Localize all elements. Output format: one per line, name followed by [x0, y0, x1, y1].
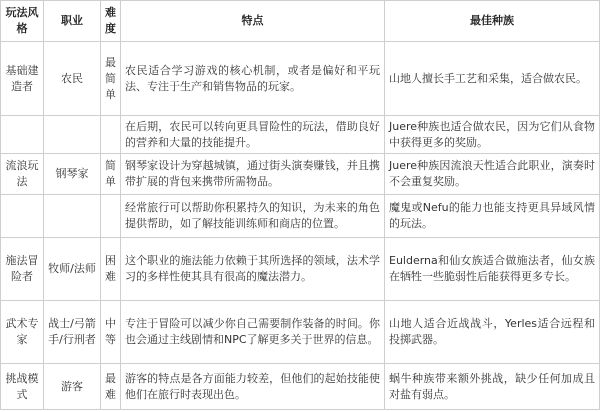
- table-row: [1, 42, 600, 116]
- style-cell: [1, 195, 44, 238]
- header-row: [1, 1, 600, 42]
- style-cell: 基础建造者: [1, 42, 44, 116]
- best-race-cell: 山地人擅长手工艺和采集，适合做农民。: [385, 42, 600, 116]
- best-race-cell: Juere种族因流浪天性适合此职业，演奏时不会重复奖励。: [385, 154, 600, 195]
- header-difficulty: 难度: [101, 1, 121, 42]
- style-cell: 施法冒险者: [1, 238, 44, 301]
- table-row: [1, 364, 600, 410]
- features-cell: 农民适合学习游戏的核心机制，或者是偏好和平玩法、专注于生产和销售物品的玩家。: [121, 42, 385, 116]
- difficulty-cell: 最难: [101, 364, 121, 410]
- difficulty-cell: [101, 116, 121, 154]
- class-cell: [44, 116, 101, 154]
- features-cell: 这个职业的施法能力依赖于其所选择的领域，法术学习的多样性使其具有很高的魔法潜力。: [121, 238, 385, 301]
- table-row: [1, 238, 600, 301]
- style-cell: 流浪玩法: [1, 154, 44, 195]
- features-cell: 游客的特点是各方面能力较差，但他们的起始技能使他们在旅行时表现出色。: [121, 364, 385, 410]
- style-cell: [1, 116, 44, 154]
- class-cell: 钢琴家: [44, 154, 101, 195]
- best-race-cell: Eulderna和仙女族适合做施法者，仙女族在牺牲一些脆弱性后能获得更多专长。: [385, 238, 600, 301]
- header-best-race: 最佳种族: [385, 1, 600, 42]
- table-row: [1, 195, 600, 238]
- class-cell: 农民: [44, 42, 101, 116]
- difficulty-cell: 中等: [101, 301, 121, 364]
- difficulty-cell: 最简单: [101, 42, 121, 116]
- features-cell: 经常旅行可以帮助你积累持久的知识，为未来的角色提供帮助，如了解技能训练师和商店的位置。: [121, 195, 385, 238]
- table-row: [1, 116, 600, 154]
- header-features: 特点: [121, 1, 385, 42]
- features-cell: 钢琴家设计为穿越城镇，通过街头演奏赚钱，并且携带扩展的背包来携带所需物品。: [121, 154, 385, 195]
- class-cell: [44, 195, 101, 238]
- class-cell: 游客: [44, 364, 101, 410]
- difficulty-cell: [101, 195, 121, 238]
- table-row: [1, 301, 600, 364]
- best-race-cell: 山地人适合近战战斗，Yerles适合远程和投掷武器。: [385, 301, 600, 364]
- best-race-cell: Juere种族也适合做农民，因为它们从食物中获得更多的奖励。: [385, 116, 600, 154]
- header-class: 职业: [44, 1, 101, 42]
- table-row: [1, 154, 600, 195]
- header-style: 玩法风格: [1, 1, 44, 42]
- style-cell: 武术专家: [1, 301, 44, 364]
- best-race-cell: 魔鬼或Nefu的能力也能支持更具异域风情的玩法。: [385, 195, 600, 238]
- class-cell: 战士/弓箭手/行刑者: [44, 301, 101, 364]
- features-cell: 专注于冒险可以减少你自己需要制作装备的时间。你也会通过主线剧情和NPC了解更多关于世界的信息。: [121, 301, 385, 364]
- best-race-cell: 蜗牛种族带来额外挑战，缺少任何加成且对盐有弱点。: [385, 364, 600, 410]
- class-cell: 牧师/法师: [44, 238, 101, 301]
- style-cell: 挑战模式: [1, 364, 44, 410]
- features-cell: 在后期，农民可以转向更具冒险性的玩法，借助良好的营养和大量的技能提升。: [121, 116, 385, 154]
- difficulty-cell: 困难: [101, 238, 121, 301]
- difficulty-cell: 简单: [101, 154, 121, 195]
